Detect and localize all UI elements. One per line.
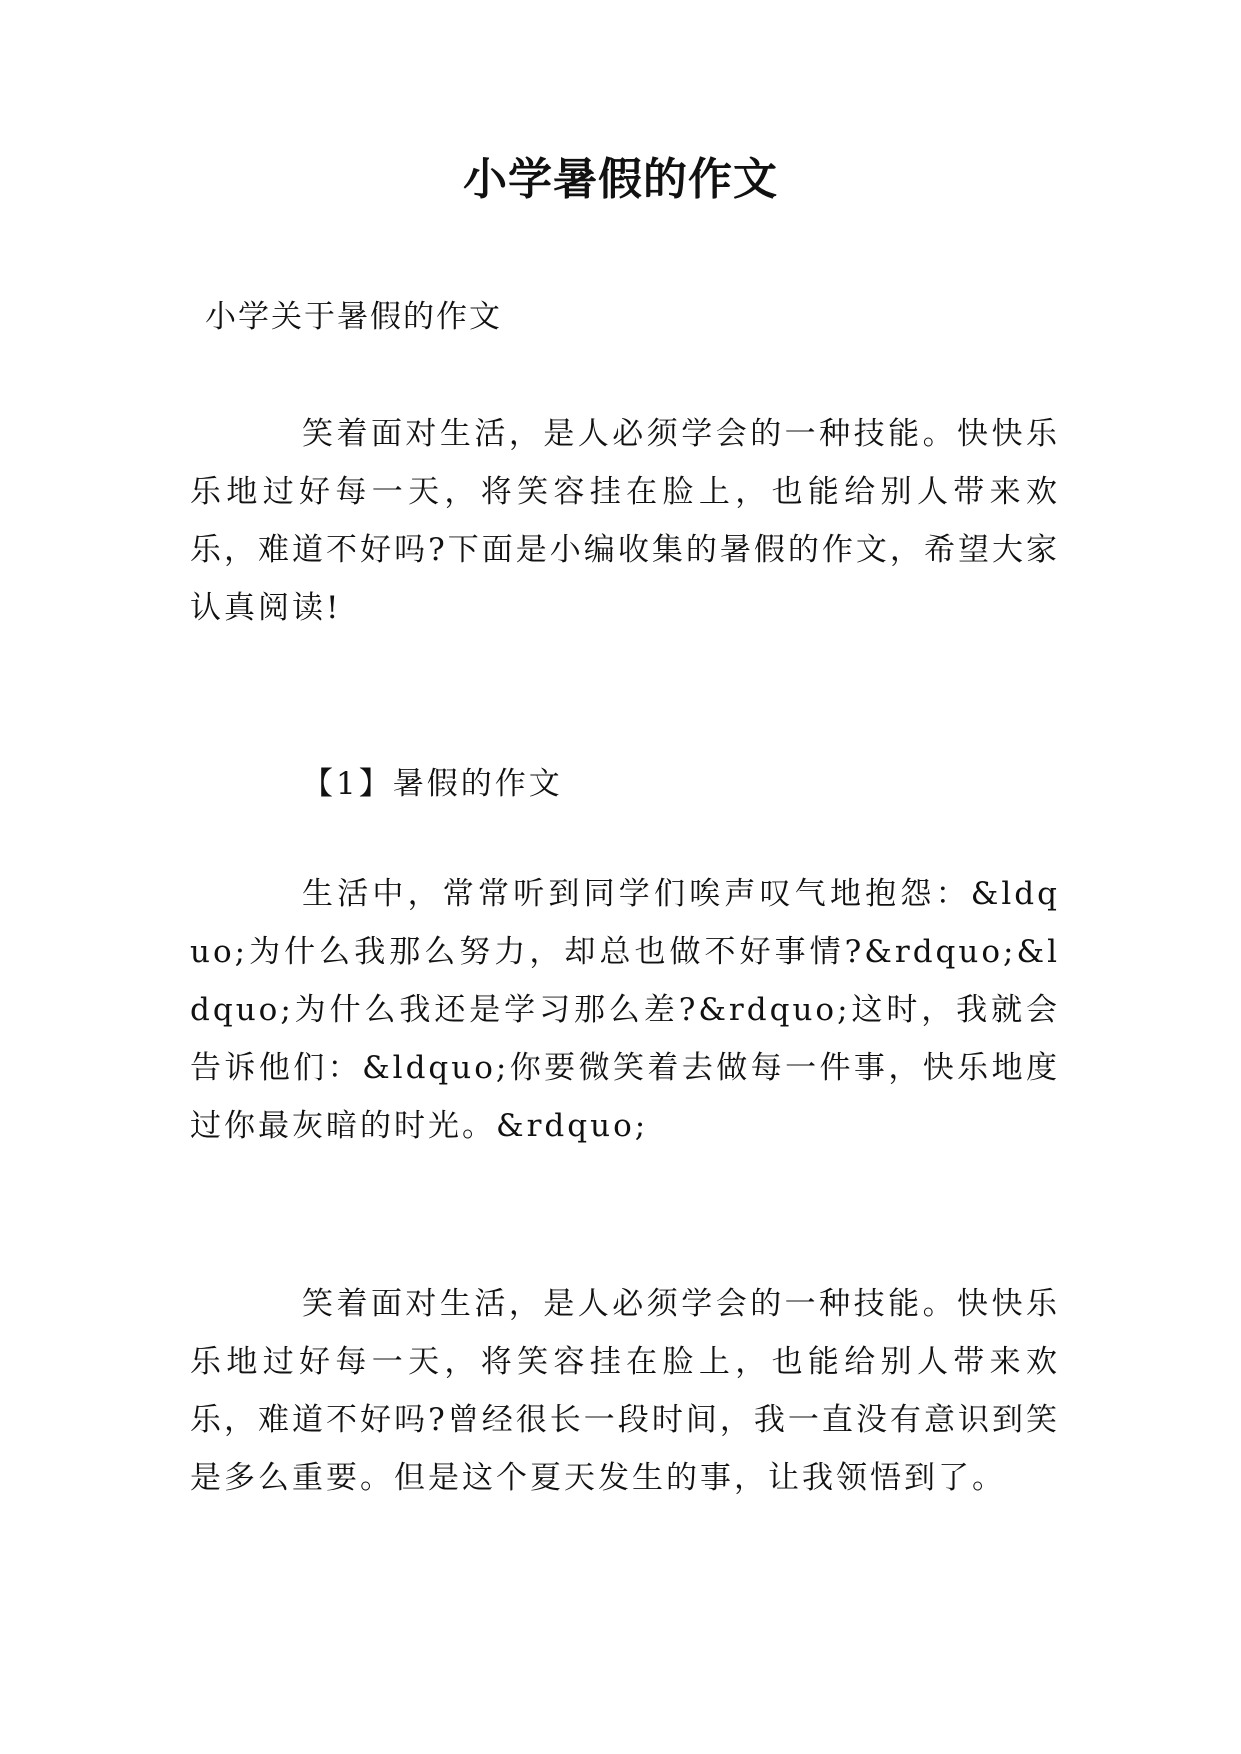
document-subtitle: 小学关于暑假的作文 — [205, 299, 502, 335]
body-paragraph-1: 生活中，常常听到同学们唉声叹气地抱怨：&ldquo;为什么我那么努力，却总也做不好事情?&rdquo;&ldquo;为什么我还是学习那么差?&rdquo;这时，我就会告诉他们：&ldquo;你要微笑着去做每一件事，快乐地度过你最灰暗的时光。&rdquo; — [190, 876, 1060, 1144]
document-title: 小学暑假的作文 — [463, 154, 778, 205]
body-paragraph-2: 笑着面对生活，是人必须学会的一种技能。快快乐乐地过好每一天，将笑容挂在脸上，也能给别人带来欢乐，难道不好吗?曾经很长一段时间，我一直没有意识到笑是多么重要。但是这个夏天发生的事，让我领悟到了。 — [190, 1286, 1060, 1496]
intro-paragraph: 笑着面对生活，是人必须学会的一种技能。快快乐乐地过好每一天，将笑容挂在脸上，也能给别人带来欢乐，难道不好吗?下面是小编收集的暑假的作文，希望大家认真阅读! — [190, 416, 1060, 626]
section-heading: 【1】暑假的作文 — [302, 766, 563, 802]
